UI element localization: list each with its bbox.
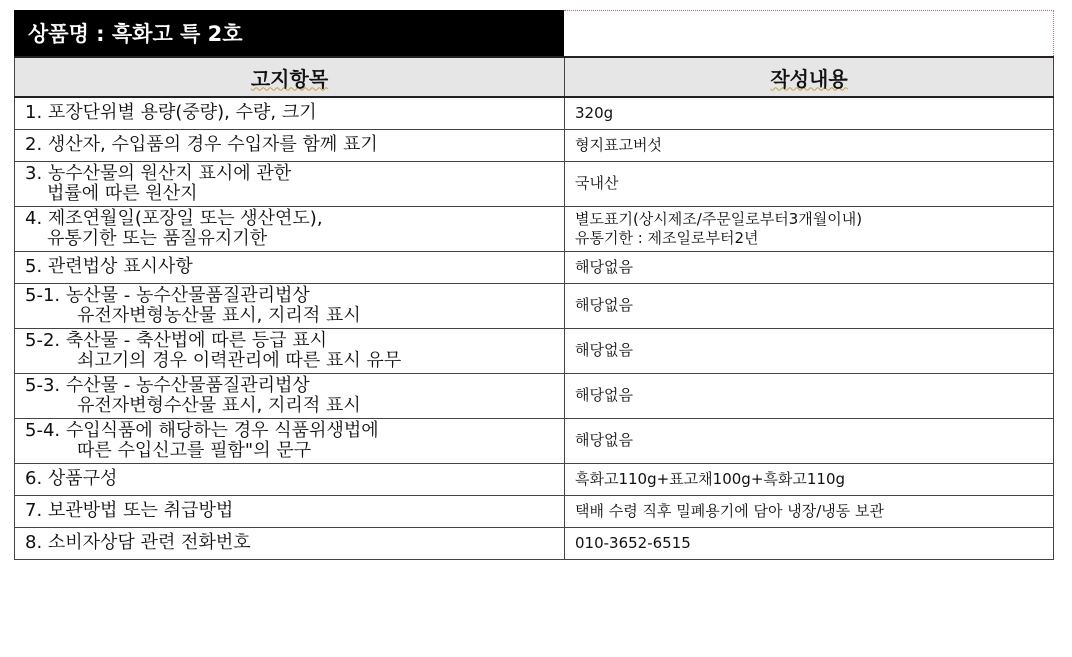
item-text: 5-4. 수입식품에 해당하는 경우 식품위생법에 xyxy=(25,419,379,441)
item-cell xyxy=(15,463,565,495)
table-row xyxy=(15,283,1054,328)
item-cell xyxy=(15,328,565,373)
item-cell xyxy=(15,283,565,328)
header-row xyxy=(15,57,1054,97)
item-text: 1. 포장단위별 용량(중량), 수량, 크기 xyxy=(25,102,317,124)
product-title: 상품명 : 흑화고 특 2호 xyxy=(14,10,564,56)
content-cell xyxy=(565,328,1054,373)
table-row xyxy=(15,463,1054,495)
item-text: 4. 제조연월일(포장일 또는 생산연도), xyxy=(25,207,323,229)
content-cell xyxy=(565,418,1054,463)
content-text: 택배 수령 직후 밀폐용기에 담아 냉장/냉동 보관 xyxy=(575,501,884,520)
content-text: 해당없음 xyxy=(575,386,633,404)
content-cell xyxy=(565,527,1054,559)
item-cell xyxy=(15,97,565,129)
content-text: 별도표기(상시제조/주문일로부터3개월이내) xyxy=(575,209,863,228)
item-text: 2. 생산자, 수입품의 경우 수입자를 함께 표기 xyxy=(25,134,378,155)
content-text: 해당없음 xyxy=(575,296,633,314)
content-text: 320g xyxy=(575,103,614,122)
table-row xyxy=(15,206,1054,251)
item-cell xyxy=(15,251,565,283)
content-cell xyxy=(565,206,1054,251)
content-cell xyxy=(565,161,1054,206)
header-content xyxy=(565,57,1054,97)
item-text-continued: 유전자변형수산물 표시, 지리적 표시 xyxy=(77,394,361,416)
item-cell xyxy=(15,129,565,161)
item-text: 7. 보관방법 또는 취급방법 xyxy=(25,500,234,521)
header-item xyxy=(15,57,565,97)
item-cell xyxy=(15,418,565,463)
table-row xyxy=(15,328,1054,373)
table-row xyxy=(15,495,1054,527)
content-cell xyxy=(565,373,1054,418)
table-row xyxy=(15,161,1054,206)
table-body xyxy=(15,97,1054,559)
notice-table xyxy=(14,56,1054,560)
header-item-label: 고지항목 xyxy=(250,66,329,91)
content-cell xyxy=(565,251,1054,283)
title-blank-cell xyxy=(564,10,1054,56)
table-row xyxy=(15,97,1054,129)
content-text: 형지표고버섯 xyxy=(575,135,662,154)
table-row xyxy=(15,373,1054,418)
item-text: 5-2. 축산물 - 축산법에 따른 등급 표시 xyxy=(25,329,327,351)
item-cell xyxy=(15,206,565,251)
content-text: 국내산 xyxy=(575,174,619,192)
item-text: 6. 상품구성 xyxy=(25,468,118,489)
item-cell xyxy=(15,373,565,418)
item-text: 8. 소비자상담 관련 전화번호 xyxy=(25,532,251,553)
table-row xyxy=(15,418,1054,463)
content-text: 유통기한 : 제조일로부터2년 xyxy=(575,228,759,247)
content-cell xyxy=(565,495,1054,527)
item-text-continued: 유전자변형농산물 표시, 지리적 표시 xyxy=(77,304,361,326)
item-text: 3. 농수산물의 원산지 표시에 관한 xyxy=(25,162,292,184)
content-text: 해당없음 xyxy=(575,257,633,276)
title-row xyxy=(14,10,1054,56)
content-text: 010-3652-6515 xyxy=(575,533,691,552)
content-cell xyxy=(565,97,1054,129)
item-text-continued: 쇠고기의 경우 이력관리에 따른 표시 유무 xyxy=(77,349,402,371)
header-content-label: 작성내용 xyxy=(770,66,848,91)
info-sheet xyxy=(14,10,1054,560)
item-text-continued: 법률에 따른 원산지 xyxy=(47,182,198,204)
content-text: 해당없음 xyxy=(575,431,633,449)
item-text: 5-3. 수산물 - 농수산물품질관리법상 xyxy=(25,374,310,396)
content-cell xyxy=(565,283,1054,328)
table-row xyxy=(15,129,1054,161)
content-text: 흑화고110g+표고채100g+흑화고110g xyxy=(575,469,846,488)
table-row xyxy=(15,251,1054,283)
content-cell xyxy=(565,463,1054,495)
item-cell xyxy=(15,161,565,206)
item-text: 5. 관련법상 표시사항 xyxy=(25,256,193,277)
item-text: 5-1. 농산물 - 농수산물품질관리법상 xyxy=(25,284,310,306)
content-text: 해당없음 xyxy=(575,341,633,359)
item-cell xyxy=(15,527,565,559)
content-cell xyxy=(565,129,1054,161)
item-text-continued: 따른 수입신고를 필함"의 문구 xyxy=(77,439,312,461)
item-text-continued: 유통기한 또는 품질유지기한 xyxy=(47,227,268,249)
item-cell xyxy=(15,495,565,527)
table-row xyxy=(15,527,1054,559)
